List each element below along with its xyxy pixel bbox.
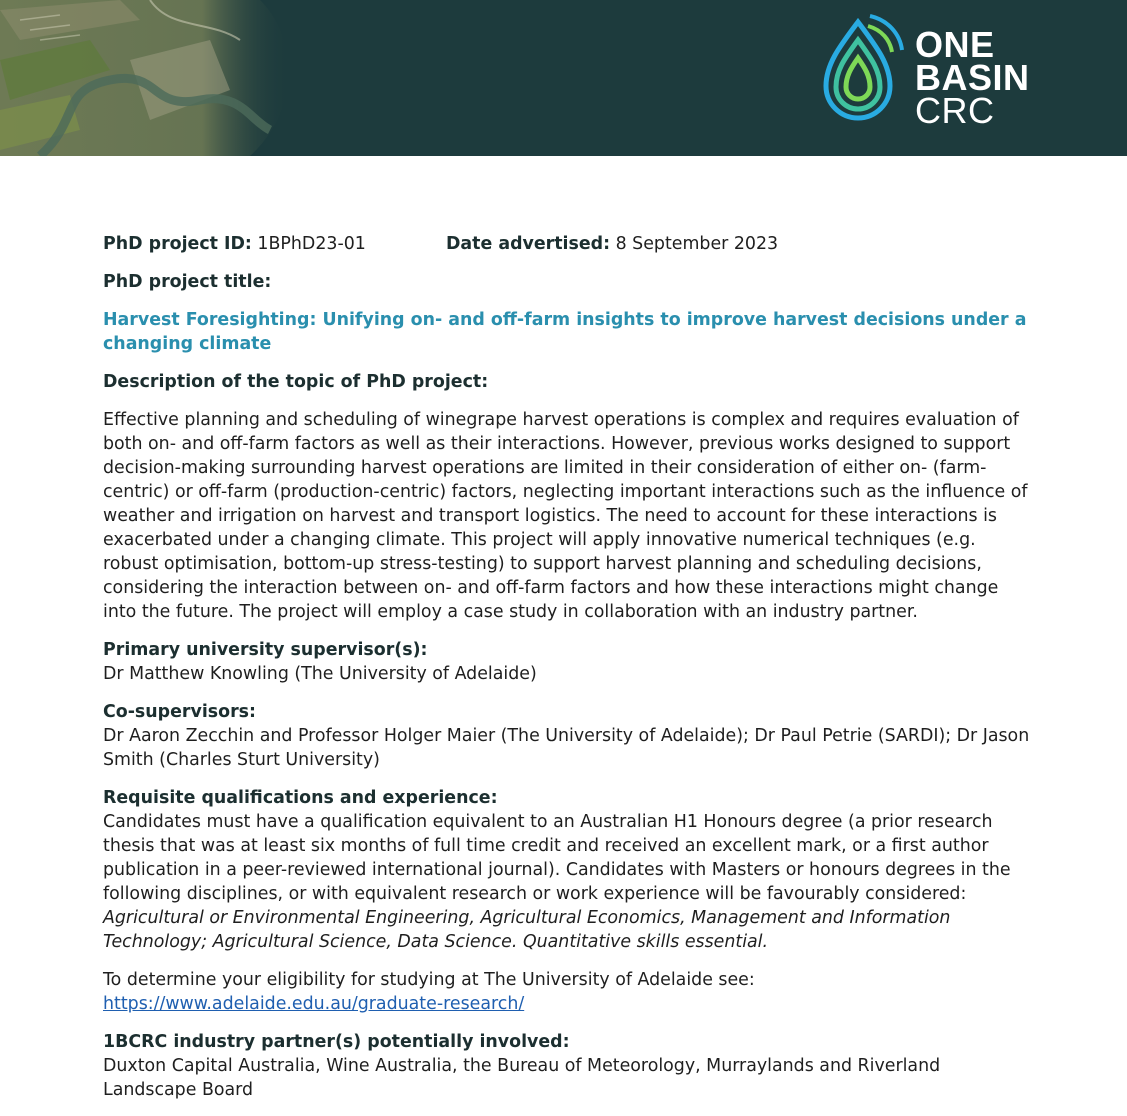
desc-label-block (103, 370, 1033, 394)
logo-line-basin: BASIN (915, 57, 1030, 98)
co-supervisors-value: Dr Aaron Zecchin and Professor Holger Maier (The University of Adelaide); Dr Paul Petrie (SARDI); Dr Jason Smith (Charles Sturt University) (103, 726, 1030, 770)
eligibility-text: To determine your eligibility for studying at The University of Adelaide see: (103, 970, 755, 990)
industry-partners-label: 1BCRC industry partner(s) potentially involved: (103, 1032, 570, 1052)
project-id-value: 1BPhD23-01 (257, 234, 366, 254)
industry-partners-value: Duxton Capital Australia, Wine Australia, the Bureau of Meteorology, Murraylands and Riverland Landscape Board (103, 1056, 941, 1100)
co-supervisors-label: Co-supervisors: (103, 702, 256, 722)
project-title-label: PhD project title: (103, 272, 272, 292)
qualifications-label: Requisite qualifications and experience: (103, 788, 498, 808)
aerial-photo (0, 0, 300, 156)
qualifications-value: Candidates must have a qualification equivalent to an Australian H1 Honours degree (a prior research thesis that was at least six months of full time credit and received an excellent mark, or a first author publication in a peer-reviewed international journal). Candidates with Masters or honours degrees in the following disciplines, or with equivalent research or work experience will be favourably considered: (103, 812, 1011, 904)
one-basin-crc-logo (808, 10, 1038, 142)
eligibility-link[interactable]: https://www.adelaide.edu.au/graduate-research/ (103, 994, 525, 1014)
title-block (103, 308, 1033, 356)
primary-supervisor-label: Primary university supervisor(s): (103, 640, 428, 660)
qualifications-disciplines: Agricultural or Environmental Engineering, Agricultural Economics, Management and Information Technology; Agricultural Science, Data Science. Quantitative skills essential. (103, 908, 951, 952)
project-title: Harvest Foresighting: Unifying on- and off-farm insights to improve harvest decisions under a changing climate (103, 310, 1027, 354)
date-advertised-label: Date advertised: (446, 234, 611, 254)
primary-supervisor-value: Dr Matthew Knowling (The University of Adelaide) (103, 664, 537, 684)
logo-line-one: ONE (915, 24, 995, 65)
description-text: Effective planning and scheduling of winegrape harvest operations is complex and requires evaluation of both on- and off-farm factors as well as their interactions. However, previous works designed to support decision-making surrounding harvest operations are limited in their consideration of either on- (farm-centric) or off-farm (production-centric) factors, neglecting important interactions such as the influence of weather and irrigation on harvest and transport logistics. The need to account for these interactions is exacerbated under a changing climate. This project will apply innovative numerical techniques (e.g. robust optimisation, bottom-up stress-testing) to support harvest planning and scheduling decisions, considering the interaction between on- and off-farm factors and how these interactions might change into the future. The project will employ a case study in collaboration with an industry partner. (103, 410, 1028, 622)
droplet-waves-icon (808, 10, 908, 142)
industry-partners-block (103, 1030, 1033, 1102)
logo-wordmark (915, 24, 1030, 131)
eligibility-block (103, 968, 1033, 1016)
project-details (103, 232, 1033, 1116)
description-label: Description of the topic of PhD project: (103, 372, 489, 392)
title-label-block (103, 270, 1033, 294)
co-supervisors-block (103, 700, 1033, 772)
qualifications-block (103, 786, 1033, 954)
date-advertised-value: 8 September 2023 (615, 234, 779, 254)
logo-line-crc: CRC (915, 90, 995, 131)
date-advertised (446, 232, 778, 256)
id-date-row (103, 232, 1033, 256)
project-id-label: PhD project ID: (103, 234, 252, 254)
primary-supervisor-block (103, 638, 1033, 686)
header-banner (0, 0, 1127, 156)
project-id (103, 232, 446, 256)
